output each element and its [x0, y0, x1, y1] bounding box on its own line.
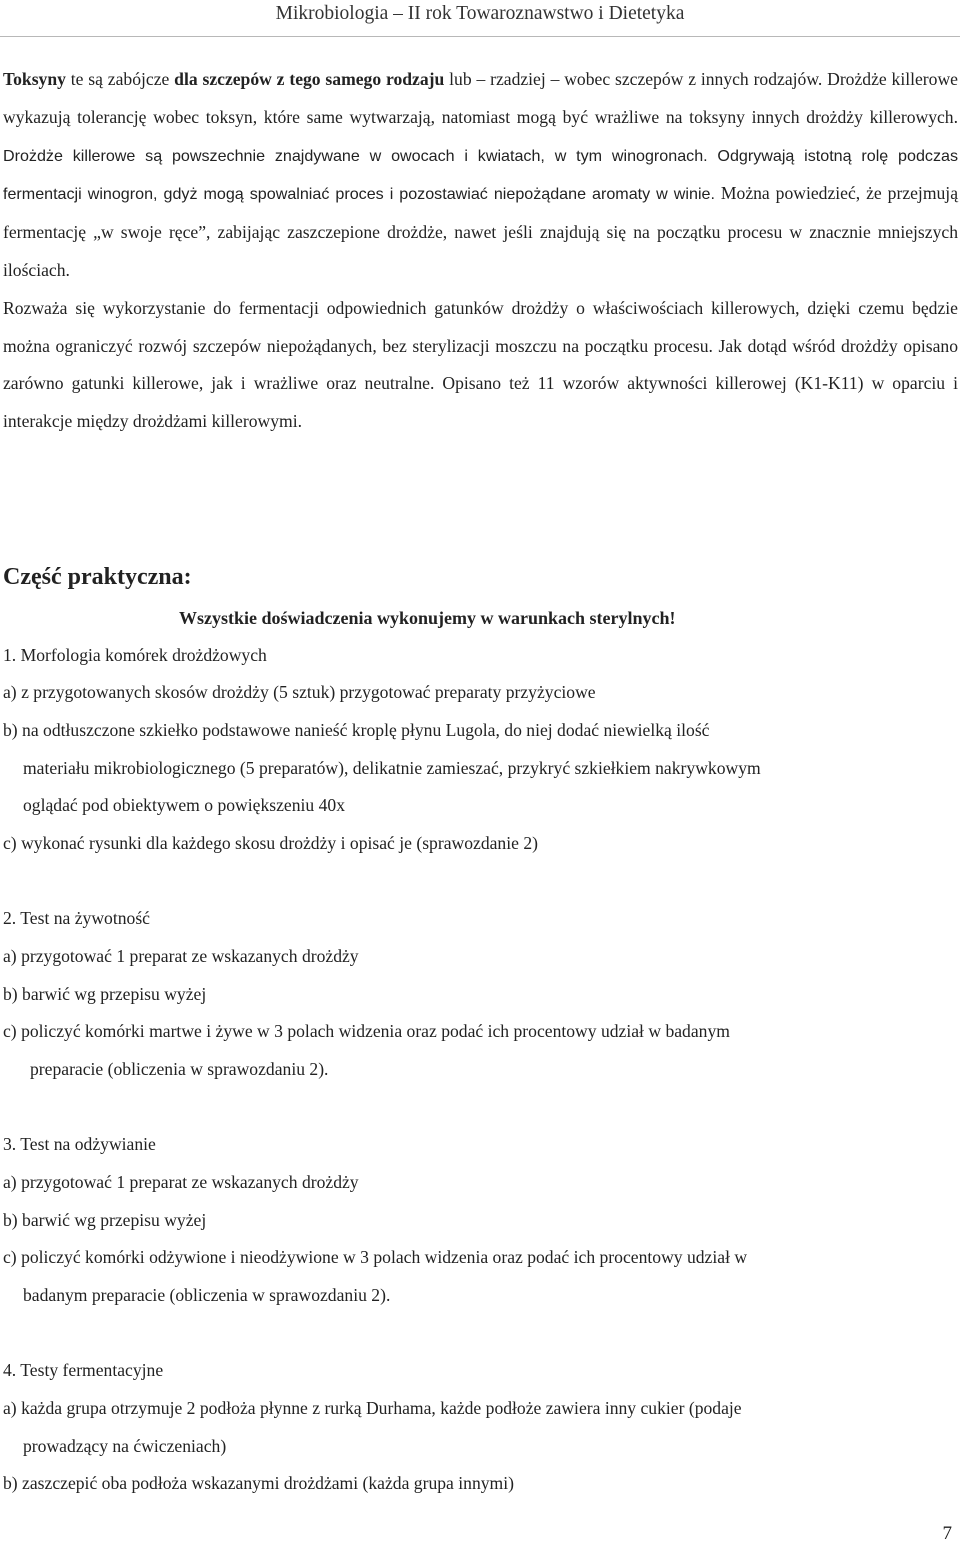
list-item: a) przygotować 1 preparat ze wskazanych drożdży: [3, 946, 359, 966]
list-item: a) z przygotowanych skosów drożdży (5 sztuk) przygotować preparaty przyżyciowe: [3, 682, 596, 702]
list-item: b) na odtłuszczone szkiełko podstawowe nanieść kroplę płynu Lugola, do niej dodać niewielką ilość: [3, 720, 710, 740]
section-4-heading: 4. Testy fermentacyjne: [3, 1360, 164, 1380]
intro-text-run: Można powiedzieć, że przejmują fermentację „w swoje ręce”, zabijając zaszczepione drożdże, nawet jeśli znajdują się na początku procesu w znacznie mniejszych ilościach.: [3, 183, 959, 280]
section-3-heading: 3. Test na odżywianie: [3, 1134, 156, 1154]
intro-text-run: lub – rzadziej – wobec szczepów z innych rodzajów. Drożdże killerowe wykazują tolerancję wobec toksyn, które same wytwarzają, natomiast mogą być wrażliwe na toksyny innych drożdży killerowych.: [3, 69, 958, 127]
list-item-continuation: materiału mikrobiologicznego (5 preparatów), delikatnie zamieszać, przykryć szkiełkiem nakrywkowym: [23, 758, 761, 778]
list-item: c) wykonać rysunki dla każdego skosu drożdży i opisać je (sprawozdanie 2): [3, 833, 538, 853]
section-1-heading: 1. Morfologia komórek drożdżowych: [3, 645, 267, 665]
list-item: c) policzyć komórki martwe i żywe w 3 polach widzenia oraz podać ich procentowy udział w badanym: [3, 1021, 730, 1041]
page-number: 7: [942, 1523, 952, 1544]
list-item: b) barwić wg przepisu wyżej: [3, 984, 207, 1004]
running-title: Mikrobiologia – II rok Towaroznawstwo i Dietetyka: [275, 3, 685, 24]
intro-paragraph-1: [3, 61, 958, 290]
list-item: b) barwić wg przepisu wyżej: [3, 1210, 207, 1230]
list-item-continuation: prowadzący na ćwiczeniach): [23, 1436, 227, 1456]
section-2-heading: 2. Test na żywotność: [3, 908, 150, 928]
list-item-continuation: oglądać pod obiektywem o powiększeniu 40x: [23, 795, 345, 815]
sterile-conditions-note: Wszystkie doświadczenia wykonujemy w warunkach sterylnych!: [179, 608, 676, 628]
list-item: a) przygotować 1 preparat ze wskazanych drożdży: [3, 1172, 359, 1192]
list-item: c) policzyć komórki odżywione i nieodżywione w 3 polach widzenia oraz podać ich procentowy udział w: [3, 1247, 748, 1267]
strains-emphasis: dla szczepów z tego samego rodzaju: [174, 69, 445, 89]
intro-paragraph-2: Rozważa się wykorzystanie do fermentacji odpowiednich gatunków drożdży o właściwościach killerowych, dzięki czemu będzie można ograniczyć rozwój szczepów niepożądanych, bez sterylizacji moszczu na początku procesu. Jak dotąd wśród drożdży opisano zarówno gatunki killerowe, jak i wrażliwe oraz neutralne. Opisano też 11 wzorów aktywności killerowej (K1-K11) w oparciu i interakcje między drożdżami killerowymi.: [3, 297, 958, 432]
header-divider: [0, 36, 960, 37]
list-item: b) zaszczepić oba podłoża wskazanymi drożdżami (każda grupa innymi): [3, 1473, 514, 1493]
toxins-term: Toksyny: [3, 69, 66, 89]
list-item-continuation: badanym preparacie (obliczenia w sprawozdaniu 2).: [23, 1285, 391, 1305]
section-heading: Część praktyczna:: [3, 564, 192, 590]
intro-text-run: te są zabójcze: [65, 69, 175, 89]
intro-text: [3, 61, 958, 441]
running-header: [0, 0, 960, 28]
intro-sans-text: Drożdże killerowe są powszechnie znajdywane w owocach i kwiatach, w tym winogronach. Odgrywają istotną rolę podczas fermentacji winogron, gdyż mogą spowalniać proces i pozostawiać niepożądane aromaty w winie.: [3, 146, 958, 204]
list-item: a) każda grupa otrzymuje 2 podłoża płynne z rurką Durhama, każde podłoże zawiera inny cukier (podaje: [3, 1398, 742, 1418]
list-item-continuation: preparacie (obliczenia w sprawozdaniu 2).: [30, 1059, 329, 1079]
